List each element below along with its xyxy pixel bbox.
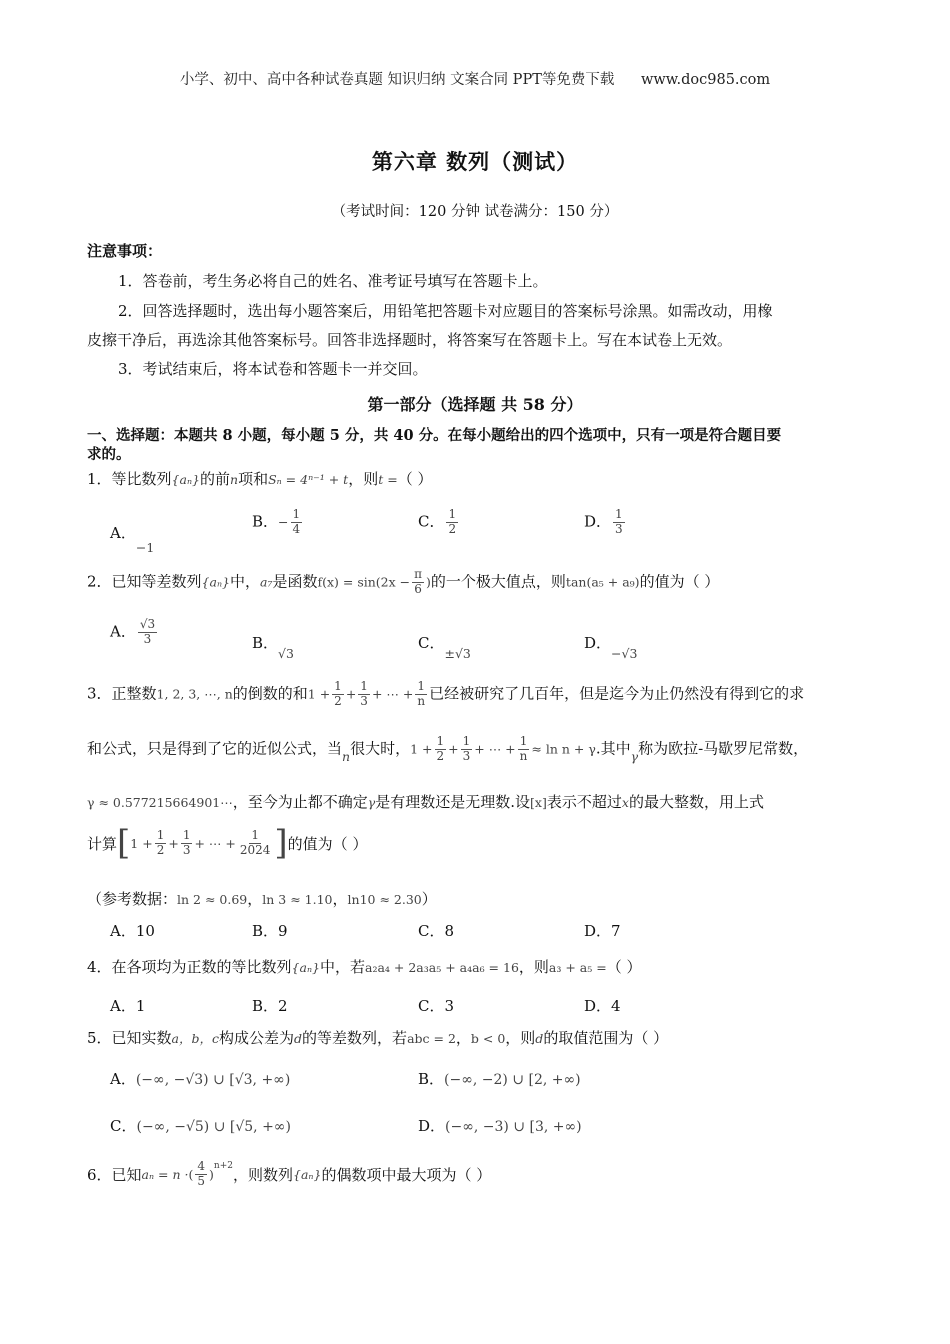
question-4: 4．在各项均为正数的等比数列{aₙ}中，若a₂a₄ + 2a₃a₅ + a₄a₆ = 16，则a₃ + a₅ =（ ） <box>87 958 642 976</box>
q3-option-b[interactable]: B．9 <box>252 922 288 940</box>
header-text: 小学、初中、高中各种试卷真题 知识归纳 文案合同 PPT等免费下载 <box>179 72 615 88</box>
note-1: 1．答卷前，考生务必将自己的姓名、准考证号填写在答题卡上。 <box>118 272 548 290</box>
question-5: 5．已知实数a，b，c构成公差为d的等差数列，若abc = 2，b < 0，则d的取值范围为（ ） <box>87 1029 669 1047</box>
q4-option-d[interactable]: D．4 <box>584 997 621 1015</box>
q3-option-a[interactable]: A．10 <box>110 922 155 940</box>
q2-option-a[interactable]: A． $\frac{√3}{3}$ <box>110 617 156 646</box>
q2-option-b[interactable]: B．$_{√3}$ <box>252 634 294 661</box>
note-3: 3．考试结束后，将本试卷和答题卡一并交回。 <box>118 360 428 378</box>
note-2a: 2．回答选择题时，选出每小题答案后，用铅笔把答题卡对应题目的答案标号涂黑。如需改动，用橡 <box>118 302 773 320</box>
q3-option-c[interactable]: C．8 <box>418 922 455 940</box>
q5-option-c[interactable]: C．(−∞, −√5) ∪ [√5, +∞) <box>110 1117 291 1135</box>
note-2b: 皮擦干净后，再选涂其他答案标号。回答非选择题时，将答案写在答题卡上。写在本试卷上无效。 <box>87 331 733 349</box>
page-title: 第六章 数列（测试） <box>371 149 579 174</box>
section1-line1: 一、选择题：本题共 8 小题，每小题 5 分，共 40 分。在每小题给出的四个选项中，只有一项是符合题目要 <box>87 427 782 444</box>
q4-option-c[interactable]: C．3 <box>418 997 455 1015</box>
q4-option-b[interactable]: B．2 <box>252 997 288 1015</box>
question-3-line2: 和公式，只是得到了它的近似公式，当$_n$很大时，1 + $\frac{1}{2}$ + $\frac{1}{3}$ + ⋯ + $\frac{1}{n}$ ≈ ln n + γ.其中$_\gamma$称为欧拉-马歇罗尼常数， <box>87 734 809 765</box>
seq-a-n: {aₙ} <box>171 472 200 487</box>
q5-option-b[interactable]: B．(−∞, −2) ∪ [2, +∞) <box>418 1070 581 1088</box>
q1-option-b[interactable]: B．− $\frac{1}{4}$ <box>252 507 301 536</box>
section1-line2: 求的。 <box>87 446 131 463</box>
question-3-reference: （参考数据：ln 2 ≈ 0.69，ln 3 ≈ 1.10，ln10 ≈ 2.30） <box>87 890 437 908</box>
question-3-line1: 3．正整数1, 2, 3, ⋯, n的倒数的和1 + $\frac{1}{2}$ + $\frac{1}{3}$ + ⋯ + $\frac{1}{n}$ 已经被研究了几百年，但是迄今为止仍然没有得到它的求 <box>87 679 805 708</box>
q2-option-c[interactable]: C．$_{\pm√3}$ <box>418 634 471 661</box>
question-2: 2．已知等差数列{aₙ}中，a₇是函数f(x) = sin(2x − $\frac{\pi}{6}$ )的一个极大值点，则tan(a₅ + a₉)的值为（ ） <box>87 567 720 596</box>
q4-option-a[interactable]: A．1 <box>110 997 146 1015</box>
question-3-line3: γ ≈ 0.577215664901⋯，至今为止都不确定γ是有理数还是无理数.设[x]表示不超过x的最大整数，用上式 <box>87 793 764 811</box>
page-header <box>0 68 950 89</box>
sum-formula: Sₙ = 4ⁿ⁻¹ + t <box>268 472 349 487</box>
q1-option-a[interactable]: A．$_{-1}$ <box>110 524 155 555</box>
q2-option-d[interactable]: D．$_{-√3}$ <box>584 634 638 661</box>
question-1: 1．等比数列{aₙ}的前n项和Sₙ = 4ⁿ⁻¹ + t，则t =（ ） <box>87 470 433 488</box>
q5-option-a[interactable]: A．(−∞, −√3) ∪ [√3, +∞) <box>110 1070 291 1088</box>
exam-info: （考试时间：120 分钟 试卷满分：150 分） <box>331 204 619 220</box>
part1-title: 第一部分（选择题 共 58 分） <box>367 395 583 414</box>
question-6: 6．已知 aₙ = n · ( $\frac{4}{5}$ ) $^{n+2}$ ，则数列 {aₙ} 的偶数项中最大项为（ ） <box>87 1159 492 1188</box>
question-3-line4: 计算 [ 1 + $\frac{1}{2}$ + $\frac{1}{3}$ + ⋯ + $\frac{1}{2024}$ ] 的值为（ ） <box>87 823 368 863</box>
q1-option-d[interactable]: D． $\frac{1}{3}$ <box>584 507 623 536</box>
q1-option-c[interactable]: C． $\frac{1}{2}$ <box>418 507 457 536</box>
q5-option-d[interactable]: D．(−∞, −3) ∪ [3, +∞) <box>418 1117 582 1135</box>
notes-heading: 注意事项： <box>87 242 163 260</box>
header-site[interactable]: www.doc985.com <box>640 72 771 88</box>
q3-option-d[interactable]: D．7 <box>584 922 621 940</box>
